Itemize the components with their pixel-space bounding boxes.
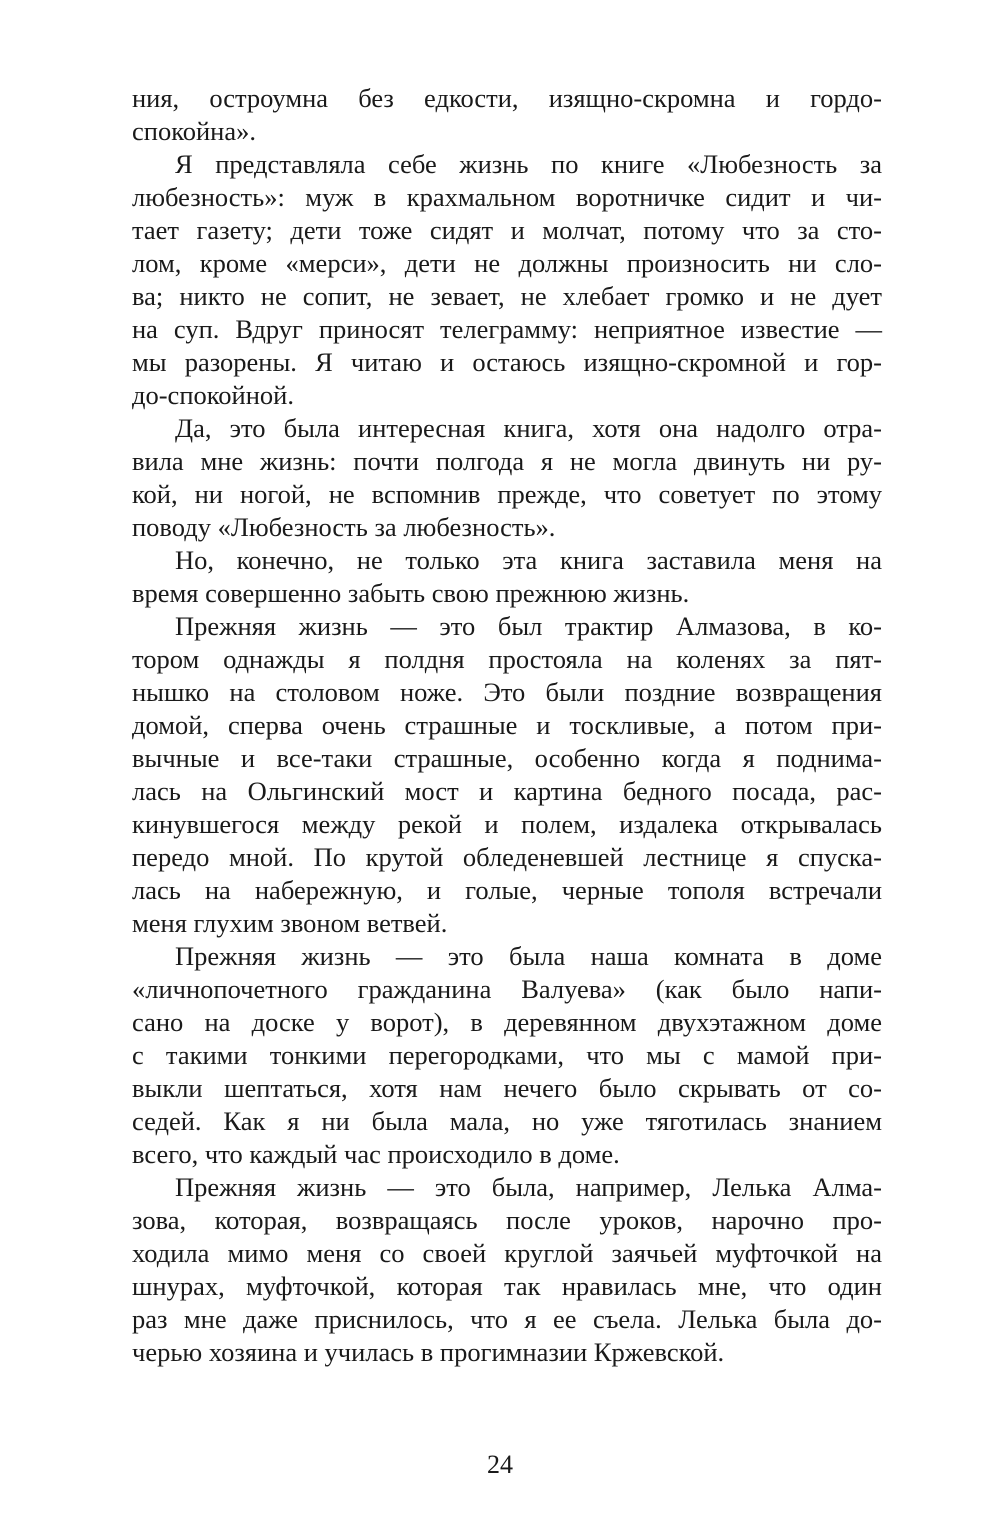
text-line: Прежняя жизнь — это была наша комната в доме: [175, 941, 882, 971]
text-line: выкли шептаться, хотя нам нечего было скрывать от со-: [132, 1073, 882, 1103]
text-line: сано на доске у ворот), в деревянном двухэтажном доме: [132, 1007, 882, 1037]
text-line: вила мне жизнь: почти полгода я не могла двинуть ни ру-: [132, 446, 882, 476]
text-line: Я представляла себе жизнь по книге «Любезность за: [175, 149, 882, 179]
text-line: Да, это была интересная книга, хотя она надолго отра-: [175, 413, 882, 443]
paragraph: [132, 940, 882, 1171]
text-line: «личнопочетного гражданина Валуева» (как было напи-: [132, 974, 882, 1004]
text-line: ва; никто не сопит, не зевает, не хлебает громко и не дует: [132, 281, 882, 311]
text-line: тает газету; дети тоже сидят и молчат, потому что за сто-: [132, 215, 882, 245]
page-body: [132, 82, 882, 1369]
text-line: спокойна».: [132, 116, 256, 146]
text-line: Но, конечно, не только эта книга заставила меня на: [175, 545, 882, 575]
text-line: ходила мимо меня со своей круглой заячьей муфточкой на: [132, 1238, 882, 1268]
paragraph: [132, 1171, 882, 1369]
text-line: поводу «Любезность за любезность».: [132, 512, 556, 542]
text-line: лась на Ольгинский мост и картина бедного посада, рас-: [132, 776, 882, 806]
text-line: нышко на столовом ноже. Это были поздние возвращения: [132, 677, 882, 707]
text-line: кинувшегося между рекой и полем, издалека открывалась: [132, 809, 882, 839]
text-line: домой, сперва очень страшные и тоскливые, а потом при-: [132, 710, 882, 740]
paragraph: [132, 544, 882, 610]
text-line: с такими тонкими перегородками, что мы с мамой при-: [132, 1040, 882, 1070]
text-line: тором однажды я полдня простояла на коленях за пят-: [132, 644, 882, 674]
text-line: лом, кроме «мерси», дети не должны произносить ни сло-: [132, 248, 882, 278]
text-line: Прежняя жизнь — это была, например, Лелька Алма-: [175, 1172, 882, 1202]
page-number: 24: [487, 1450, 513, 1479]
text-line: на суп. Вдруг приносят телеграмму: неприятное известие —: [132, 314, 882, 344]
text-line: кой, ни ногой, не вспомнив прежде, что советует по этому: [132, 479, 882, 509]
text-line: передо мной. По крутой обледеневшей лестнице я спуска-: [132, 842, 882, 872]
text-line: мы разорены. Я читаю и остаюсь изящно-скромной и гор-: [132, 347, 882, 377]
text-line: меня глухим звоном ветвей.: [132, 908, 448, 938]
text-line: Прежняя жизнь — это был трактир Алмазова, в ко-: [175, 611, 882, 641]
text-line: лась на набережную, и голые, черные тополя встречали: [132, 875, 882, 905]
paragraph: [132, 82, 882, 148]
text-line: до-спокойной.: [132, 380, 294, 410]
text-line: ния, остроумна без едкости, изящно-скромна и гордо-: [132, 83, 882, 113]
text-line: черью хозяина и училась в прогимназии Кржевской.: [132, 1337, 725, 1367]
text-line: шнурах, муфточкой, которая так нравилась мне, что один: [132, 1271, 882, 1301]
text-line: всего, что каждый час происходило в доме.: [132, 1139, 620, 1169]
text-line: седей. Как я ни была мала, но уже тяготилась знанием: [132, 1106, 882, 1136]
paragraph: [132, 610, 882, 940]
paragraph: [132, 148, 882, 412]
text-line: зова, которая, возвращаясь после уроков, нарочно про-: [132, 1205, 882, 1235]
text-line: вычные и все-таки страшные, особенно когда я поднима-: [132, 743, 882, 773]
text-line: любезность»: муж в крахмальном воротничке сидит и чи-: [132, 182, 882, 212]
text-line: время совершенно забыть свою прежнюю жизнь.: [132, 578, 690, 608]
text-line: раз мне даже приснилось, что я ее съела. Лелька была до-: [132, 1304, 882, 1334]
paragraph: [132, 412, 882, 544]
